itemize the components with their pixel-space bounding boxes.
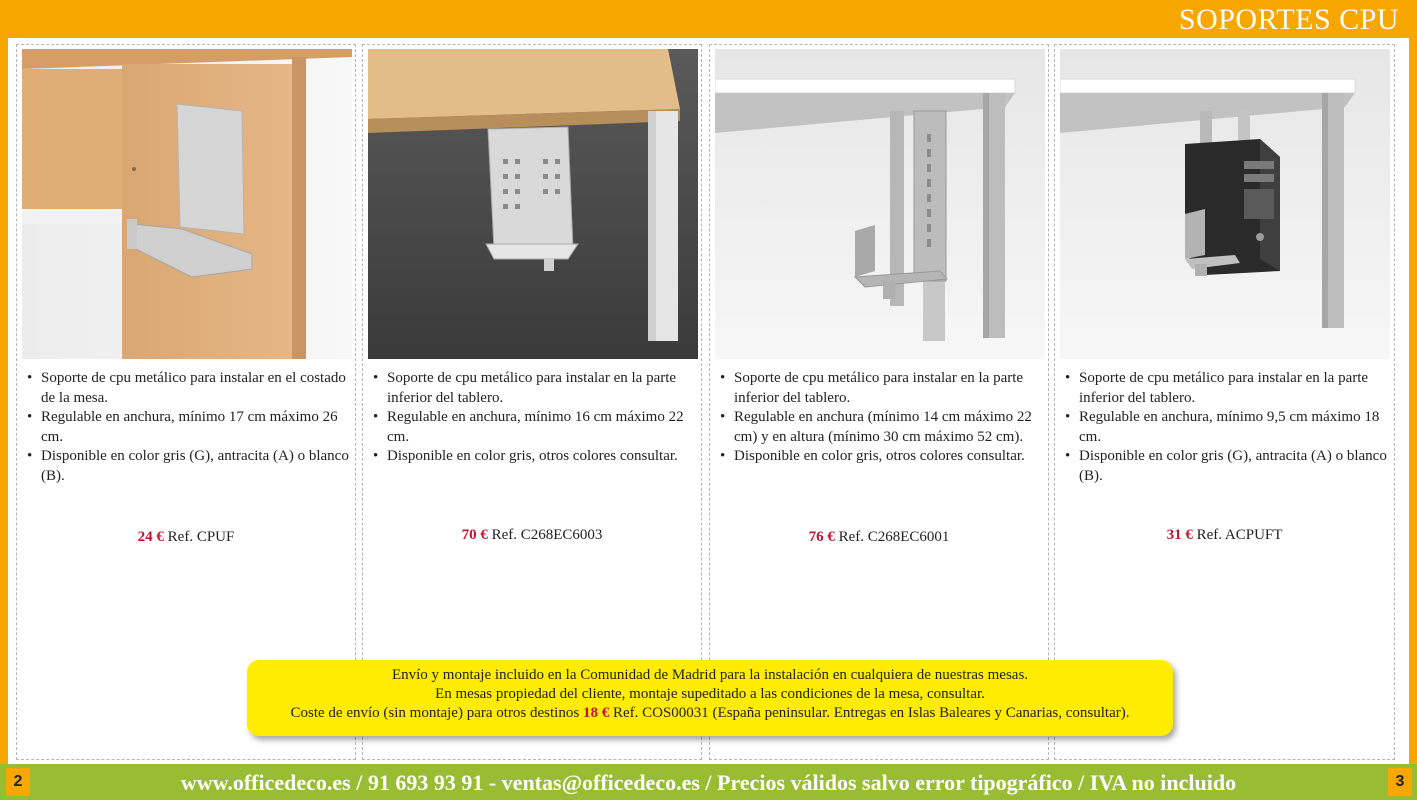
product-card-acpuft (1054, 44, 1395, 760)
notice-line-3 (247, 704, 1173, 723)
product-card-c268ec6003 (362, 44, 702, 760)
feature-item: • Soporte de cpu metálico para instalar en la parte inferior del tablero. (1065, 369, 1390, 408)
catalog-content (12, 44, 1405, 760)
notice-line-1: Envío y montaje incluido en la Comunidad de Madrid para la instalación en cualquiera de nuestras mesas. (391, 667, 1029, 683)
price-line (17, 529, 355, 546)
product-card-c268ec6001 (709, 44, 1049, 760)
product-features (1065, 369, 1390, 487)
reference: Ref. CPUF (167, 529, 235, 545)
product-photo-side-mount (22, 49, 352, 359)
frame-left-border (0, 0, 8, 800)
notice-line-2: En mesas propiedad del cliente, montaje supeditado a las condiciones de la mesa, consultar. (435, 686, 985, 702)
page-header (0, 0, 1417, 38)
shipping-notice (247, 660, 1173, 736)
reference: Ref. C268EC6003 (491, 527, 603, 543)
price: 70 € (461, 527, 488, 543)
footer-contact: www.officedeco.es / 91 693 93 91 - ventas@officedeco.es / Precios válidos salvo error tipográfico / IVA no incluido (180, 770, 1237, 795)
product-photo-under-mount-with-cpu (1060, 49, 1390, 359)
feature-item: • Soporte de cpu metálico para instalar en el costado de la mesa. (27, 369, 352, 408)
feature-item: • Regulable en anchura, mínimo 16 cm máximo 22 cm. (373, 408, 698, 447)
feature-item: • Disponible en color gris, otros colores consultar. (373, 447, 698, 467)
price-line (363, 527, 701, 544)
product-card-cpuf (16, 44, 356, 760)
notice-line-3-post: Ref. COS00031 (España peninsular. Entregas en Islas Baleares y Canarias, consultar). (612, 705, 1130, 721)
reference: Ref. C268EC6001 (838, 529, 950, 545)
price-line (1055, 527, 1394, 544)
page-title: SOPORTES CPU (1178, 3, 1399, 36)
feature-item: • Soporte de cpu metálico para instalar en la parte inferior del tablero. (373, 369, 698, 408)
feature-item: • Disponible en color gris, otros colores consultar. (720, 447, 1045, 467)
feature-item: • Disponible en color gris (G), antracita (A) o blanco (B). (1065, 447, 1390, 486)
product-features (373, 369, 698, 467)
page-number-right: 3 (1388, 768, 1412, 796)
reference: Ref. ACPUFT (1196, 527, 1283, 543)
feature-item: • Soporte de cpu metálico para instalar en la parte inferior del tablero. (720, 369, 1045, 408)
product-features (720, 369, 1045, 467)
feature-item: • Regulable en anchura, mínimo 9,5 cm máximo 18 cm. (1065, 408, 1390, 447)
frame-right-border (1409, 0, 1417, 800)
price: 76 € (808, 529, 835, 545)
feature-item: • Regulable en anchura, mínimo 17 cm máximo 26 cm. (27, 408, 352, 447)
product-photo-adjustable-under-mount (715, 49, 1045, 359)
feature-item: • Disponible en color gris (G), antracita (A) o blanco (B). (27, 447, 352, 486)
page-number-left: 2 (6, 768, 30, 796)
price-line (710, 529, 1048, 546)
notice-line-3-pre: Coste de envío (sin montaje) para otros destinos (290, 705, 580, 721)
page-footer (0, 764, 1417, 800)
product-photo-under-mount-perforated (368, 49, 698, 359)
feature-item: • Regulable en anchura (mínimo 14 cm máximo 22 cm) y en altura (mínimo 30 cm máximo 52 cm). (720, 408, 1045, 447)
price: 24 € (137, 529, 164, 545)
price: 31 € (1166, 527, 1193, 543)
shipping-price: 18 € (582, 705, 610, 721)
product-features (27, 369, 352, 487)
